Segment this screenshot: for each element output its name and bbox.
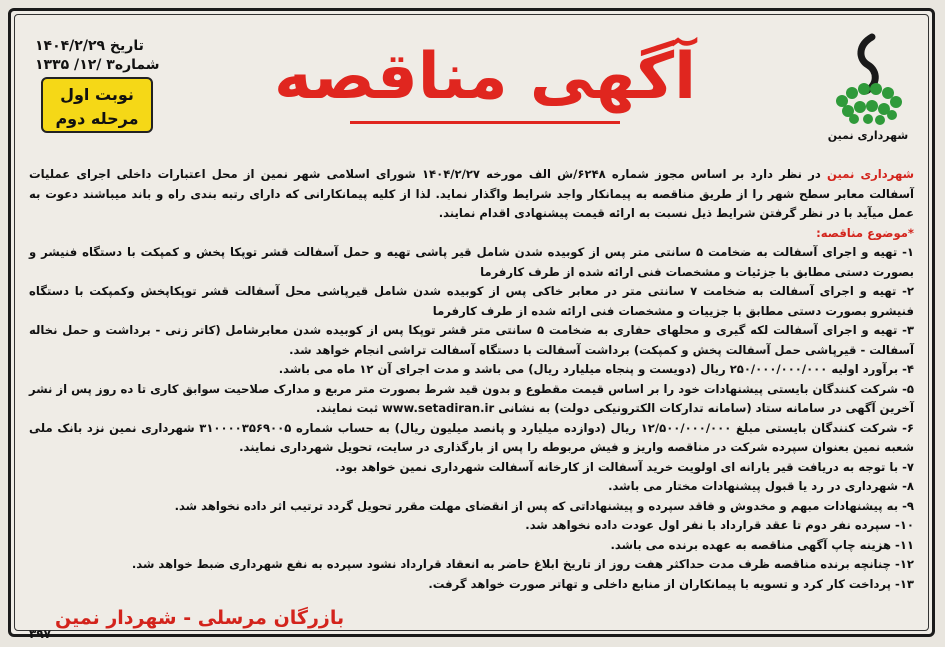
intro-text: در نظر دارد بر اساس مجوز شماره ۶۲۴۸/ش الف مورخه ۱۴۰۴/۲/۲۷ شورای اسلامی شهر نمین از محل اعتبارات داخلی اجرای عملیات آسفالت معابر سطح شهر را از طریق مناقصه به پیمانکار واجد شرایط واگذار نماید. لذا از کلیه پیمانکارانی که دارای رتبه بندی راه و باند میباشند دعوت به عمل میآید با در نظر گرفتن شرایط ذیل نسبت به ارائه قیمت پیشنهادی اقدام نمایند. bbox=[29, 167, 914, 220]
notice-date: تاریخ ۱۴۰۴/۲/۲۹ bbox=[35, 38, 144, 54]
notice-inner-border bbox=[14, 14, 929, 641]
subject-heading: *موضوع مناقصه: bbox=[816, 225, 914, 240]
list-item: ۷- با توجه به دریافت قیر یارانه ای اولویت خرید آسفالت از کارخانه آسفالت شهرداری نمین خواهد بود. bbox=[335, 459, 914, 474]
logo-emblem-icon bbox=[828, 31, 908, 127]
intro-org: شهرداری نمین bbox=[827, 167, 914, 181]
list-item: ۵- شرکت کنندگان بایستی پیشنهادات خود را بر اساس قیمت مقطوع و بدون قید شرط بصورت متر مربع و مدارک صلاحیت سوابق کاری تا ده روز پس از نشر آخرین آگهی در سامانه ستاد (سامانه تدارکات الکترونیکی دولت) به نشانی www.setadiran.ir ثبت نمایند. bbox=[29, 381, 914, 415]
stage-badge bbox=[41, 77, 153, 133]
title-underline bbox=[350, 121, 620, 124]
list-item: ۱۳- پرداخت کار کرد و تسویه با پیمانکاران از منابع داخلی و تهاتر صورت خواهد گرفت. bbox=[428, 576, 914, 591]
notice-header bbox=[15, 15, 928, 165]
list-item: ۳- تهیه و اجرای آسفالت لکه گیری و محلهای حفاری به ضخامت ۵ سانتی متر قشر توپکا پس از کوبیده شدن معابرشامل (کاتر زنی - برداشت و حمل نخاله آسفالت - قیرپاشی حمل آسفالت پخش و کمپکت) برداشت آسفالت با دستگاه آسفالت تراشی انجام خواهد شد. bbox=[29, 323, 914, 357]
signature: بازرگان مرسلی - شهردار نمین bbox=[55, 607, 345, 629]
list-item: ۱- تهیه و اجرای آسفالت به ضخامت ۵ سانتی متر پس از کوبیده شدن شامل قیر پاشی تهیه و حمل آسفالت قشر توپکا پخش و کمپکت با دستگاه فنیشر و بصورت دستی مطابق با جزئیات و مشخصات فنی ارائه شده از طرف کارفرما bbox=[29, 245, 914, 279]
list-item: ۶- شرکت کنندگان بایستی مبلغ ۱۲/۵۰۰/۰۰۰/۰۰۰ ریال (دوازده میلیارد و پانصد میلیون ریال) به حساب شماره ۳۱۰۰۰۰۳۵۶۹۰۰۵ شهرداری نمین نزد بانک ملی شعبه نمین بعنوان سپرده شرکت در مناقصه واریز و فیش مربوطه را پس از بارگذاری در سایت، تحویل شهرداری نمایند. bbox=[29, 420, 914, 454]
notice-frame bbox=[8, 8, 935, 641]
list-item: ۱۱- هزینه چاپ آگهی مناقصه به عهده برنده می باشد. bbox=[610, 537, 914, 552]
municipality-logo bbox=[822, 31, 914, 151]
list-item: ۱۲- چنانچه برنده مناقصه ظرف مدت حداکثر هفت روز از تاریخ ابلاغ حاضر به انعقاد قرارداد نشود سپرده به نفع شهرداری ضبط خواهد شد. bbox=[131, 557, 914, 571]
logo-caption: شهرداری نمین bbox=[827, 129, 909, 142]
title-block bbox=[265, 33, 705, 124]
badge-stage: مرحله دوم bbox=[55, 109, 139, 128]
list-item: ۴- برآورد اولیه ۲۵۰/۰۰۰/۰۰۰/۰۰۰ ریال (دویست و پنجاه میلیارد ریال) می باشد و مدت اجرای آن ۱۲ ماه می باشد. bbox=[278, 362, 914, 376]
notice-body bbox=[29, 165, 914, 594]
list-item: ۲- تهیه و اجرای آسفالت به ضخامت ۷ سانتی متر در معابر خاکی پس از کوبیده شدن شامل قیرپاشی محل آسفالت قشر توپکاپخش وکمپکت با دستگاه فنیشرو بصورت دستی مطابق با جزییات و مشخصات فنی ارائه شده از طرف کارفرما bbox=[29, 284, 914, 318]
page-number: ۳۹۷ bbox=[29, 627, 51, 641]
list-item: ۹- به پیشنهادات مبهم و مخدوش و فاقد سپرده و پیشنهاداتی که پس از انقضای مهلت مقرر تحویل گردد ترتیب اثر داده نخواهد شد. bbox=[174, 498, 914, 513]
page-title: آگهی مناقصه bbox=[274, 40, 696, 114]
intro-paragraph bbox=[29, 165, 914, 224]
notice-meta bbox=[35, 37, 160, 75]
badge-round: نوبت اول bbox=[60, 85, 134, 104]
list-item: ۱۰- سپرده نفر دوم تا عقد قرارداد با نفر اول عودت داده نخواهد شد. bbox=[525, 518, 914, 532]
list-item: ۸- شهرداری در رد یا قبول پیشنهادات مختار می باشد. bbox=[608, 479, 914, 493]
notice-number: شماره۳ /۱۲/ ۱۳۳۵ bbox=[35, 57, 160, 73]
conditions-list bbox=[29, 243, 914, 594]
